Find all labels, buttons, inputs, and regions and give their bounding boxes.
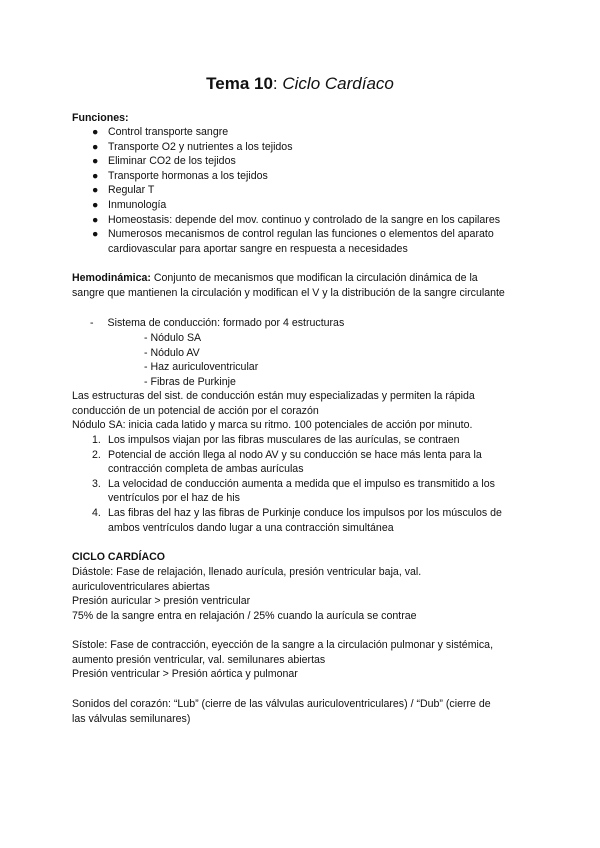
title-topic: Ciclo Cardíaco: [282, 74, 394, 93]
list-item: ● Control transporte sangre: [92, 126, 229, 138]
list-item: ● Numerosos mecanismos de control regulan las funciones o elementos del aparato: [92, 228, 494, 241]
list-item-continuation: cardiovascular para aportar sangre en respuesta a necesidades: [108, 242, 408, 255]
bullet-icon: ●: [92, 140, 99, 153]
list-item: 1. Los impulsos viajan por las fibras musculares de las aurículas, se contraen: [92, 434, 460, 446]
page-title: [0, 73, 600, 95]
list-item: ● Transporte O2 y nutrientes a los tejidos: [92, 140, 293, 153]
estructuras-paragraph: Las estructuras del sist. de conducción están muy especializadas y permiten la rápida conducción de un potencial de acción por el corazón Nódulo SA: inicia cada latido y marca su ritmo. 100 potenciales de acción por minuto.: [72, 390, 475, 432]
list-item: ● Transporte hormonas a los tejidos: [92, 169, 268, 182]
list-item: 4. Las fibras del haz y las fibras de Purkinje conduce los impulsos por los músculos de ambos ventrículos dando lugar a una contracción simultánea: [92, 506, 502, 534]
funciones-list: [92, 125, 532, 256]
bullet-icon: ●: [92, 155, 99, 168]
bullet-icon: ●: [92, 213, 99, 226]
list-item: ● Regular T: [92, 184, 155, 197]
sonidos-paragraph: Sonidos del corazón: “Lub” (cierre de las válvulas auriculoventriculares) / “Dub” (cierre de las válvulas semilunares): [72, 698, 491, 725]
bullet-icon: ●: [92, 198, 99, 211]
bullet-icon: ●: [92, 126, 99, 138]
bullet-icon: ●: [92, 184, 99, 197]
list-item: 3. La velocidad de conducción aumenta a medida que el impulso es transmitido a los ventrículos por el haz de his: [92, 477, 495, 505]
hemodinamica-term: Hemodinámica:: [72, 272, 151, 284]
list-item: ● Homeostasis: depende del mov. continuo y controlado de la sangre en los capilares: [92, 213, 501, 226]
list-item: - Nódulo SA: [144, 332, 202, 344]
list-item: - Nódulo AV: [144, 346, 200, 359]
conduccion-steps: [92, 433, 532, 535]
list-item: ● Eliminar CO2 de los tejidos: [92, 155, 236, 168]
list-item: ● Inmunología: [92, 198, 167, 211]
bullet-icon: ●: [92, 228, 99, 241]
dash-bullet: -: [90, 317, 94, 329]
hemodinamica-paragraph: Hemodinámica: Conjunto de mecanismos que modifican la circulación dinámica de la sangre que mantienen la circulación y modifican el V y la distribución de la sangre circulante: [72, 272, 505, 299]
ciclo-heading: CICLO CARDÍACO: [72, 551, 165, 563]
diastole-paragraph: Diástole: Fase de relajación, llenado aurícula, presión ventricular baja, val. auriculoventriculares abiertas Presión auricular > presión ventricular 75% de la sangre entra en relajación / 25% cuando la aurícula se contrae: [72, 566, 422, 622]
title-separator: :: [272, 74, 283, 93]
sistole-paragraph: Sístole: Fase de contracción, eyección de la sangre a la circulación pulmonar y sistémica, aumento presión ventricular, val. semilunares abiertas Presión ventricular > Presión aórtica y pulmonar: [72, 639, 494, 681]
funciones-heading: Funciones:: [72, 112, 129, 124]
title-number: Tema 10: [206, 74, 273, 93]
list-item: - Haz auriculoventricular: [144, 361, 259, 374]
sistema-subitems: [144, 331, 258, 389]
bullet-icon: ●: [92, 169, 99, 182]
sistema-conduccion-item: - Sistema de conducción: formado por 4 estructuras: [90, 317, 345, 329]
list-item: 2. Potencial de acción llega al nodo AV y su conducción se hace más lenta para la contracción completa de ambas aurículas: [92, 448, 482, 476]
list-item: - Fibras de Purkinje: [144, 375, 236, 388]
